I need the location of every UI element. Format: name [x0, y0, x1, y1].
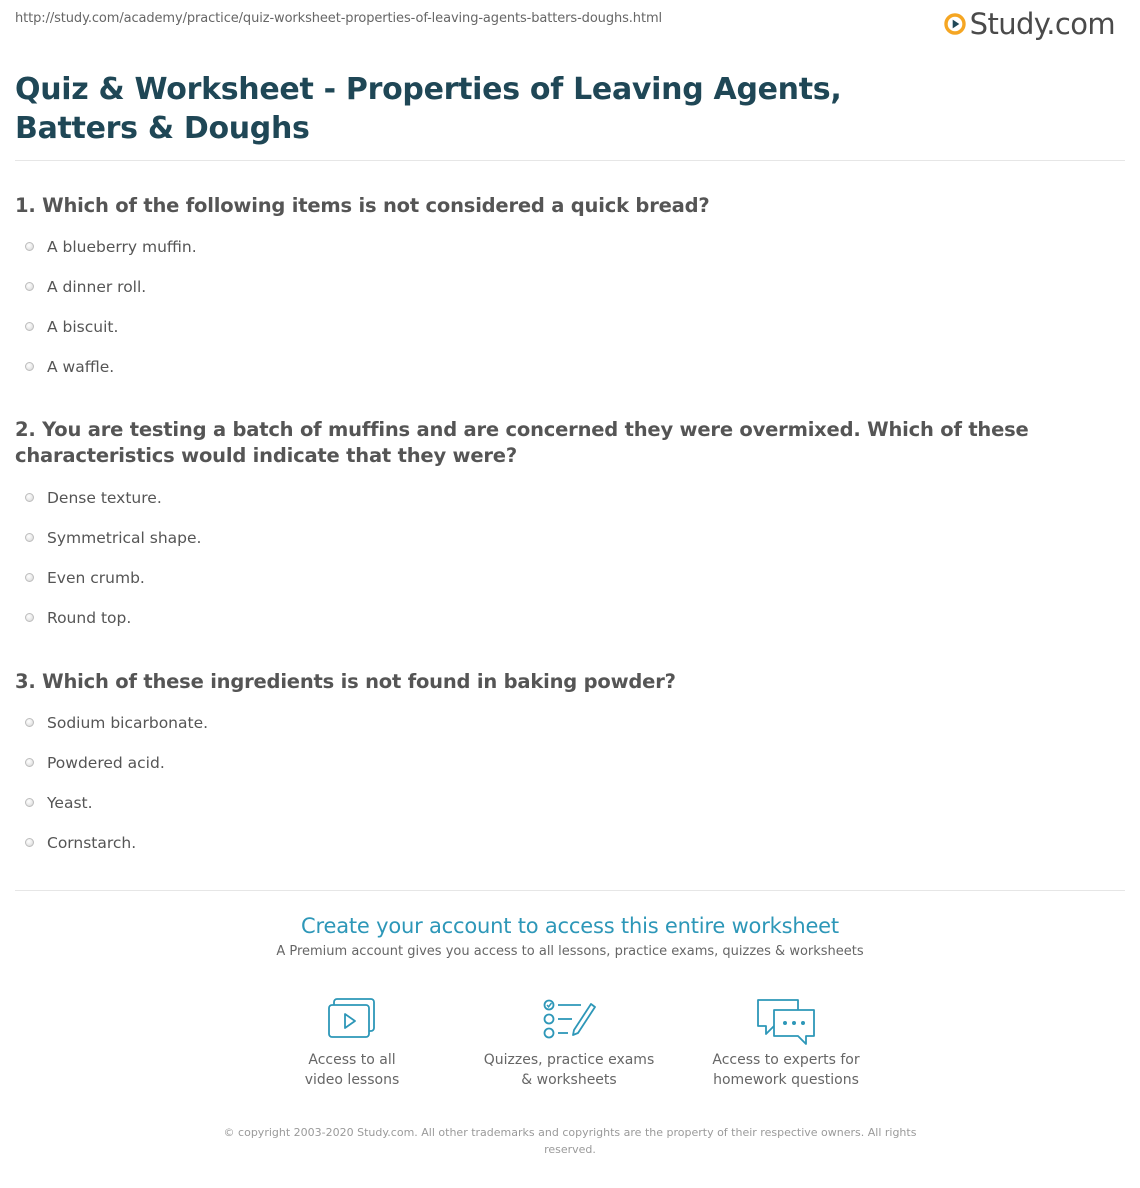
feature-label-line: homework questions: [713, 1072, 859, 1088]
quiz-checklist-icon: [541, 996, 597, 1042]
logo-text: Study.com: [969, 7, 1115, 41]
answer-list: [15, 227, 1115, 387]
answer-option[interactable]: [15, 823, 1115, 863]
feature-experts: [686, 996, 886, 1090]
answer-label: Sodium bicarbonate.: [47, 714, 209, 732]
answer-label: A waffle.: [47, 358, 115, 376]
page-title: Quiz & Worksheet - Properties of Leaving Agents, Batters & Doughs: [15, 72, 842, 146]
answer-option[interactable]: [15, 558, 1115, 598]
radio-button[interactable]: [25, 613, 34, 622]
feature-label: [252, 1050, 452, 1090]
cta-link[interactable]: Create your account to access this entire worksheet: [301, 914, 839, 938]
radio-button[interactable]: [25, 242, 34, 251]
answer-option[interactable]: [15, 307, 1115, 347]
feature-quizzes: [469, 996, 669, 1090]
question-text: 2. You are testing a batch of muffins and are concerned they were overmixed. Which of these characteristics would indicate that they were?: [15, 418, 1029, 467]
divider: [15, 890, 1125, 891]
feature-video-lessons: [252, 996, 452, 1090]
answer-label: Yeast.: [47, 794, 93, 812]
feature-list: [0, 996, 1140, 1106]
answer-option[interactable]: [15, 227, 1115, 267]
radio-button[interactable]: [25, 493, 34, 502]
radio-button[interactable]: [25, 322, 34, 331]
radio-button[interactable]: [25, 758, 34, 767]
answer-option[interactable]: [15, 518, 1115, 558]
radio-button[interactable]: [25, 573, 34, 582]
answer-option[interactable]: [15, 783, 1115, 823]
answer-option[interactable]: [15, 347, 1115, 387]
answer-option[interactable]: [15, 703, 1115, 743]
answer-option[interactable]: [15, 743, 1115, 783]
answer-label: Powdered acid.: [47, 754, 165, 772]
feature-label: [469, 1050, 669, 1090]
question-text: 1. Which of the following items is not considered a quick bread?: [15, 194, 710, 217]
radio-button[interactable]: [25, 282, 34, 291]
question-text: 3. Which of these ingredients is not found in baking powder?: [15, 670, 676, 693]
answer-option[interactable]: [15, 478, 1115, 518]
study-logo[interactable]: [944, 6, 1115, 42]
feature-label-line: Access to all: [308, 1052, 396, 1068]
answer-list: [15, 478, 1115, 638]
question-2: [15, 417, 1115, 638]
radio-button[interactable]: [25, 838, 34, 847]
question-1: [15, 193, 1115, 387]
answer-label: Dense texture.: [47, 489, 162, 507]
answer-label: A dinner roll.: [47, 278, 147, 296]
answer-label: Round top.: [47, 609, 132, 627]
answer-label: Even crumb.: [47, 569, 145, 587]
answer-label: Cornstarch.: [47, 834, 137, 852]
play-circle-icon: [944, 13, 966, 35]
question-3: [15, 669, 1115, 863]
signup-cta: [0, 914, 1140, 959]
radio-button[interactable]: [25, 718, 34, 727]
answer-label: Symmetrical shape.: [47, 529, 202, 547]
feature-label-line: video lessons: [304, 1072, 400, 1088]
radio-button[interactable]: [25, 798, 34, 807]
video-lessons-icon: [326, 996, 378, 1042]
answer-list: [15, 703, 1115, 863]
answer-label: A biscuit.: [47, 318, 119, 336]
feature-label: [686, 1050, 886, 1090]
radio-button[interactable]: [25, 362, 34, 371]
cta-subtitle: A Premium account gives you access to all lessons, practice exams, quizzes & worksheets: [276, 944, 864, 959]
radio-button[interactable]: [25, 533, 34, 542]
page-url: http://study.com/academy/practice/quiz-worksheet-properties-of-leaving-agents-batters-doughs.html: [15, 11, 663, 26]
feature-label-line: Quizzes, practice exams: [483, 1052, 655, 1068]
chat-bubbles-icon: [754, 996, 818, 1046]
feature-label-line: & worksheets: [521, 1072, 617, 1088]
copyright-notice: © copyright 2003-2020 Study.com. All other trademarks and copyrights are the property of their respective owners. All rights reserved.: [223, 1126, 917, 1156]
divider: [15, 160, 1125, 161]
answer-option[interactable]: [15, 267, 1115, 307]
answer-option[interactable]: [15, 598, 1115, 638]
feature-label-line: Access to experts for: [712, 1052, 860, 1068]
answer-label: A blueberry muffin.: [47, 238, 197, 256]
